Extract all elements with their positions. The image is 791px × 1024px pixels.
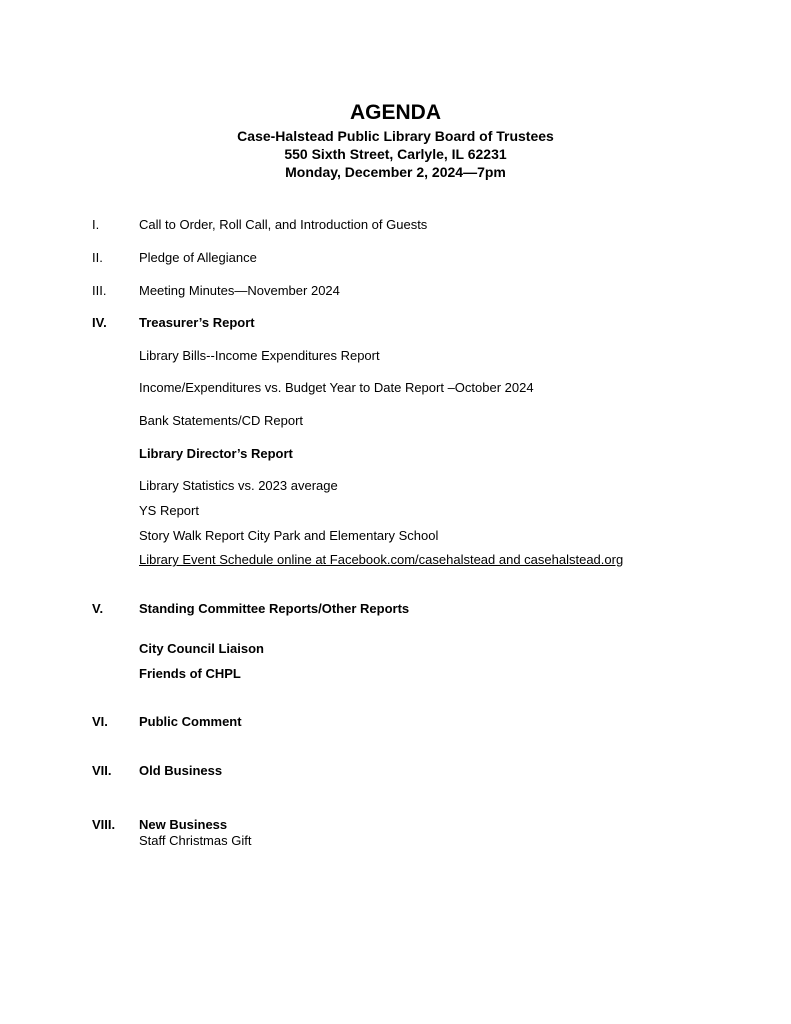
section-number: I. — [92, 217, 100, 232]
list-item: Friends of CHPL — [139, 666, 241, 681]
section-committee-reports: Standing Committee Reports/Other Reports — [139, 601, 410, 616]
list-item: YS Report — [139, 503, 199, 518]
list-item: Bank Statements/CD Report — [139, 413, 304, 428]
list-item: Library Bills--Income Expenditures Report — [139, 348, 380, 363]
list-item: Income/Expenditures vs. Budget Year to Date Report –October 2024 — [139, 380, 534, 395]
section-public-comment: Public Comment — [139, 714, 242, 729]
director-report-heading: Library Director’s Report — [139, 446, 293, 461]
section-number: IV. — [92, 315, 107, 330]
section-number: VI. — [92, 714, 108, 729]
section-number: VIII. — [92, 817, 116, 832]
section-number: V. — [92, 601, 104, 616]
section-number: VII. — [92, 763, 112, 778]
address: 550 Sixth Street, Carlyle, IL 62231 — [284, 146, 507, 162]
section-call-to-order: Call to Order, Roll Call, and Introduction of Guests — [139, 217, 428, 232]
section-number: II. — [92, 250, 103, 265]
event-schedule-link[interactable]: Library Event Schedule online at Facebook.com/casehalstead and casehalstead.org — [139, 552, 624, 567]
list-item: Library Statistics vs. 2023 average — [139, 478, 338, 493]
page-title: AGENDA — [349, 101, 441, 124]
section-treasurer-report: Treasurer’s Report — [139, 315, 255, 330]
list-item: Story Walk Report City Park and Elementary School — [139, 528, 439, 543]
list-item: Staff Christmas Gift — [139, 833, 252, 848]
section-number: III. — [92, 283, 107, 298]
organization-name: Case-Halstead Public Library Board of Trustees — [237, 128, 554, 144]
meeting-datetime: Monday, December 2, 2024—7pm — [285, 164, 506, 180]
section-new-business: New Business — [139, 817, 228, 832]
section-pledge: Pledge of Allegiance — [139, 250, 257, 265]
section-meeting-minutes: Meeting Minutes—November 2024 — [139, 283, 340, 298]
list-item: City Council Liaison — [139, 641, 264, 656]
section-old-business: Old Business — [139, 763, 223, 778]
